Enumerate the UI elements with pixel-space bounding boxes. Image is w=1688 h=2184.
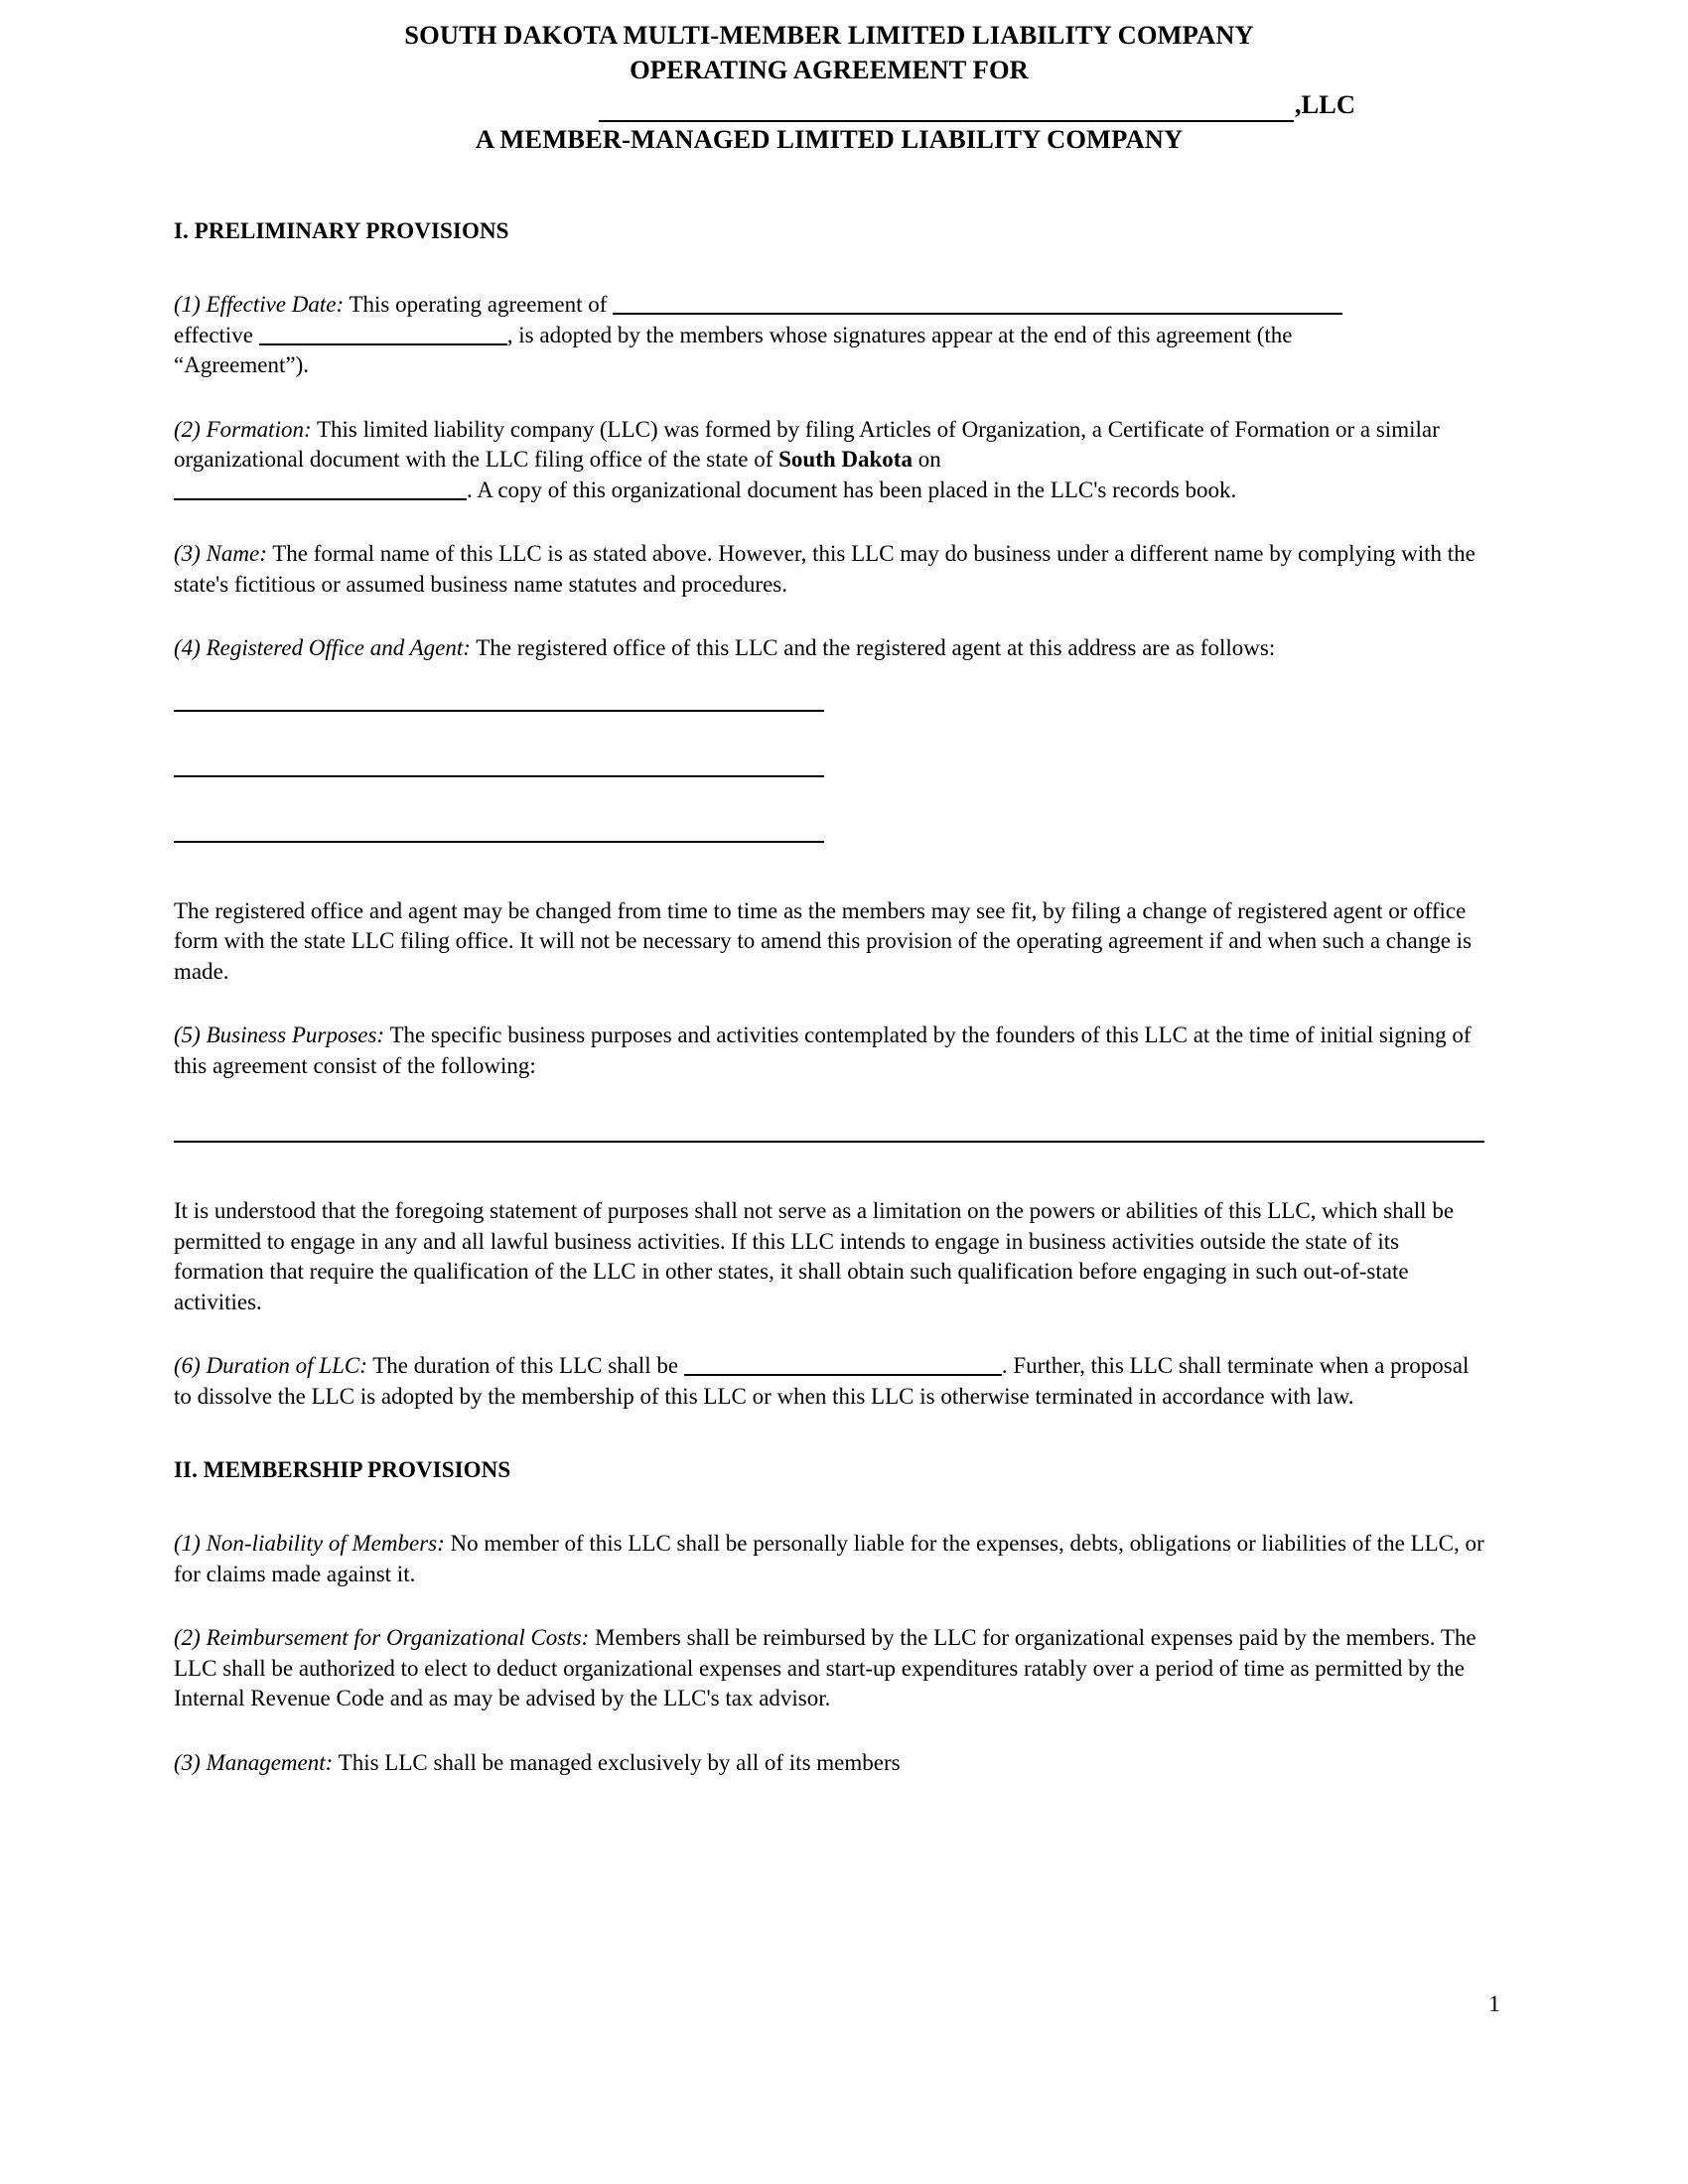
clause-business-purposes-label: (5) Business Purposes:	[174, 1023, 385, 1047]
clause-registered-office	[174, 633, 1484, 664]
document-subtitle: A MEMBER-MANAGED LIMITED LIABILITY COMPANY	[475, 124, 1184, 154]
clause-formation	[174, 415, 1484, 506]
clause-duration-label: (6) Duration of LLC:	[174, 1353, 367, 1378]
document-title-block	[174, 0, 1484, 157]
clause-duration-text-b: . Further, this LLC shall terminate when a proposal to dissolve the LLC is adopted by the membership of this LLC or when this LLC is otherwise terminated in accordance with law.	[174, 1353, 1470, 1409]
formation-date-blank[interactable]	[174, 478, 467, 500]
clause-effective-date-text-a: This operating agreement of	[349, 292, 608, 317]
clause-management-label: (3) Management:	[174, 1749, 334, 1775]
clause-effective-date	[174, 290, 1484, 381]
clause-reimbursement-text: Members shall be reimbursed by the LLC for organizational expenses paid by the members. The LLC shall be authorized to elect to deduct organizational expenses and start-up expenditures ratably over a period of time as permitted by the Internal Revenue Code and as may be advised by the LLC's tax advisor.	[174, 1625, 1477, 1710]
formation-state-name: South Dakota	[778, 447, 913, 472]
clause-duration	[174, 1351, 1484, 1412]
heading-membership-provisions: II. MEMBERSHIP PROVISIONS	[174, 1457, 511, 1482]
company-name-blank-field[interactable]	[599, 91, 1294, 122]
effective-date-blank[interactable]	[259, 324, 507, 345]
clause-name	[174, 539, 1484, 600]
clause-formation-text-b: on	[917, 447, 941, 472]
clause-duration-text-a: The duration of this LLC shall be	[372, 1353, 679, 1378]
clause-formation-text-c: . A copy of this organizational document has been placed in the LLC's records book.	[467, 477, 1237, 502]
clause-name-text: The formal name of this LLC is as stated above. However, this LLC may do business under a different name by complying with the state's fictitious or assumed business name statutes and procedures.	[174, 541, 1476, 597]
clause-business-purposes-text: The specific business purposes and activities contemplated by the founders of this LLC at the time of initial signing of this agreement consist of the following:	[174, 1023, 1472, 1078]
document-title-line-2: OPERATING AGREEMENT FOR	[630, 55, 1029, 84]
clause-registered-office-text: The registered office of this LLC and the registered agent at this address are as follows:	[476, 635, 1276, 660]
clause-formation-text-a: This limited liability company (LLC) was formed by filing Articles of Organization, a Certificate of Formation or a similar organizational document with the LLC filing office of the state of	[174, 416, 1440, 472]
clause-management	[174, 1748, 1484, 1779]
heading-preliminary-provisions: I. PRELIMINARY PROVISIONS	[174, 218, 509, 243]
clause-non-liability	[174, 1529, 1484, 1589]
clause-effective-date-text-b: effective	[174, 322, 254, 347]
clause-registered-office-label: (4) Registered Office and Agent:	[174, 635, 471, 660]
company-suffix-label: ,LLC	[1294, 89, 1355, 119]
clause-reimbursement-label: (2) Reimbursement for Organizational Costs:	[174, 1625, 590, 1650]
effective-date-agreement-blank[interactable]	[613, 293, 1342, 315]
clause-management-text: This LLC shall be managed exclusively by all of its members	[338, 1749, 901, 1775]
clause-registered-office-after: The registered office and agent may be changed from time to time as the members may see fit, by filing a change of registered agent or office form with the state LLC filing office. It will not be necessary to amend this provision of the operating agreement if and when such a change is made.	[174, 897, 1473, 984]
clause-effective-date-label: (1) Effective Date:	[174, 292, 345, 317]
duration-blank[interactable]	[684, 1354, 1002, 1376]
clause-reimbursement	[174, 1623, 1484, 1714]
clause-business-purposes-after: It is understood that the foregoing statement of purposes shall not serve as a limitation on the powers or abilities of this LLC, which shall be permitted to engage in any and all lawful business activities. If this LLC intends to engage in business activities outside the state of its formation that require the qualification of the LLC in other states, it shall obtain such qualification before engaging in such out-of-state activities.	[174, 1198, 1455, 1314]
document-title-line-1: SOUTH DAKOTA MULTI-MEMBER LIMITED LIABILITY COMPANY	[404, 20, 1254, 50]
clause-name-label: (3) Name:	[174, 541, 267, 566]
clause-formation-label: (2) Formation:	[174, 416, 312, 442]
clause-non-liability-label: (1) Non-liability of Members:	[174, 1531, 445, 1556]
company-name-row	[174, 87, 1484, 122]
clause-effective-date-text-c: , is adopted by the members whose signatures appear at the end of this agreement (the	[506, 322, 1293, 347]
clause-effective-date-text-d: “Agreement”).	[174, 352, 310, 377]
clause-non-liability-text: No member of this LLC shall be personally liable for the expenses, debts, obligations or liabilities of the LLC, or for claims made against it.	[174, 1531, 1484, 1586]
clause-business-purposes	[174, 1021, 1484, 1081]
page-number: 1	[1488, 1991, 1500, 2016]
document-content	[174, 0, 1484, 1778]
